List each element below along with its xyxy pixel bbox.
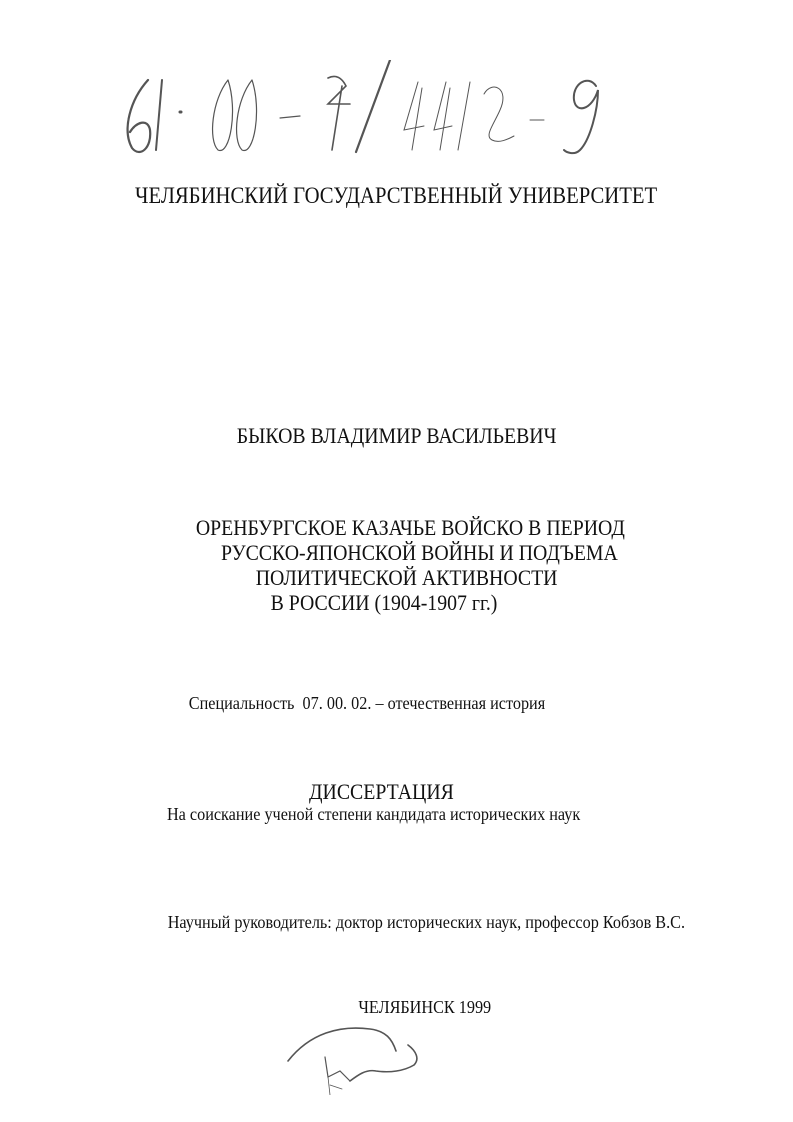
dissertation-title-line: ОРЕНБУРГСКОЕ КАЗАЧЬЕ ВОЙСКО В ПЕРИОД <box>195 515 626 540</box>
supervisor: Научный руководитель: доктор исторических наук, профессор Кобзов В.С. <box>167 912 686 932</box>
university-name: ЧЕЛЯБИНСКИЙ ГОСУДАРСТВЕННЫЙ УНИВЕРСИТЕТ <box>135 183 658 208</box>
signature <box>280 1015 440 1095</box>
city-year: ЧЕЛЯБИНСК 1999 <box>358 997 491 1017</box>
degree-statement: На соискание ученой степени кандидата исторических наук <box>166 804 581 824</box>
author-name: БЫКОВ ВЛАДИМИР ВАСИЛЬЕВИЧ <box>236 423 557 448</box>
specialty: Специальность 07. 00. 02. – отечественная история <box>188 693 545 713</box>
dissertation-title-line: ПОЛИТИЧЕСКОЙ АКТИВНОСТИ <box>255 565 558 590</box>
handwritten-shelfmark <box>100 60 660 170</box>
dissertation-title-line: В РОССИИ (1904-1907 гг.) <box>271 590 498 615</box>
dissertation-title-line: РУССКО-ЯПОНСКОЙ ВОЙНЫ И ПОДЪЕМА <box>221 540 618 565</box>
document-type: ДИССЕРТАЦИЯ <box>309 779 454 804</box>
